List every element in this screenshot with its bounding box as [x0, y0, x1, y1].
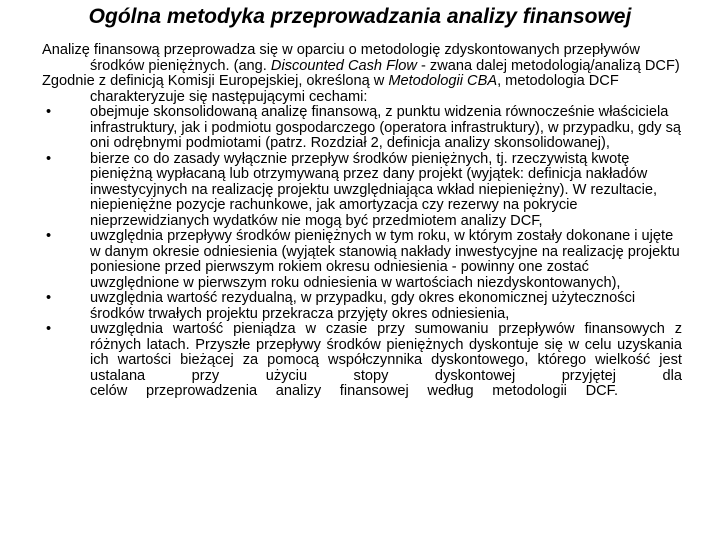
bullet-item: [42, 105, 682, 152]
slide-body: [42, 43, 682, 400]
definition-text: Zgodnie z definicją Komisji Europejskiej, określoną w: [42, 73, 389, 89]
definition-paragraph: [42, 74, 682, 105]
bullet-item: [42, 229, 682, 291]
bullet-icon: •: [46, 150, 52, 167]
intro-italic-term: Discounted Cash Flow: [270, 57, 417, 74]
bullet-text: obejmuje skonsolidowaną analizę finansową, z punktu widzenia równocześnie właściciela infrastruktury, jak i podmiotu gospodarczego (operatora infrastruktury), w przypadku, gdy są oni odrębnymi podmiotami (patrz. Rozdział 2, definicja analizy skonsolidowanej),: [90, 104, 682, 151]
bullet-icon: •: [46, 290, 52, 306]
bullet-text: bierze co do zasady wyłącznie przepływ środków pieniężnych, tj. rzeczywistą kwotę pieniężną wypłacaną lub otrzymywaną przez dany projekt (wyjątek: definicja nakładów inwestycyjnych na realizację projektu uwzględniająca wkład niepieniężny). W rezultacie, niepieniężne pozycje rachunkowe, jak amortyzacja czy rezerwy na pokrycie nieprzewidzianych wydatków nie mogą być przedmiotem analizy DCF,: [90, 150, 657, 229]
bullet-text: uwzględnia wartość rezydualną, w przypadku, gdy okres ekonomicznej użyteczności środków trwałych projektu przekracza przyjęty okres odniesienia,: [90, 290, 636, 322]
bullet-item: [42, 152, 682, 230]
bullet-icon: •: [46, 228, 52, 244]
bullet-item: [42, 322, 682, 400]
definition-text-end: , metodologia DCF charakteryzuje się następującymi cechami:: [90, 73, 619, 105]
bullet-text: uwzględnia przepływy środków pieniężnych w tym roku, w którym zostały dokonane i ujęte w danym okresie odniesienia (wyjątek stanowią nakłady inwestycyjne na realizację projektu poniesione przed pierwszym rokiem okresu odniesienia - powinny one zostać uwzględnione w pierwszym roku odniesienia w wartościach niezdyskontowanych),: [90, 228, 680, 291]
definition-italic-term: Metodologii CBA: [388, 73, 498, 89]
bullet-text-last-line: celów przeprowadzenia analizy finansowej według metodologii DCF.: [90, 383, 618, 399]
bullet-icon: •: [46, 104, 52, 120]
bullet-item: [42, 291, 682, 322]
slide-title: Ogólna metodyka przeprowadzania analizy finansowej: [88, 5, 632, 28]
bullet-icon: •: [46, 321, 52, 337]
bullet-text: uwzględnia wartość pieniądza w czasie przy sumowaniu przepływów finansowych z różnych latach. Przyszłe przepływy środków pieniężnych dyskontuje się w celu uzyskania ich wartości bieżącej za pomocą współczynnika dyskontowego, którego wielkość jest ustalana przy użyciu stopy dyskontowej przyjętej dla: [90, 321, 682, 384]
intro-text-end: - zwana dalej metodologią/analizą DCF): [416, 57, 680, 74]
intro-paragraph: [42, 43, 682, 74]
intro-text: Analizę finansową przeprowadza się w oparciu o metodologię zdyskontowanych przepływów środków pieniężnych. (ang.: [42, 42, 640, 74]
